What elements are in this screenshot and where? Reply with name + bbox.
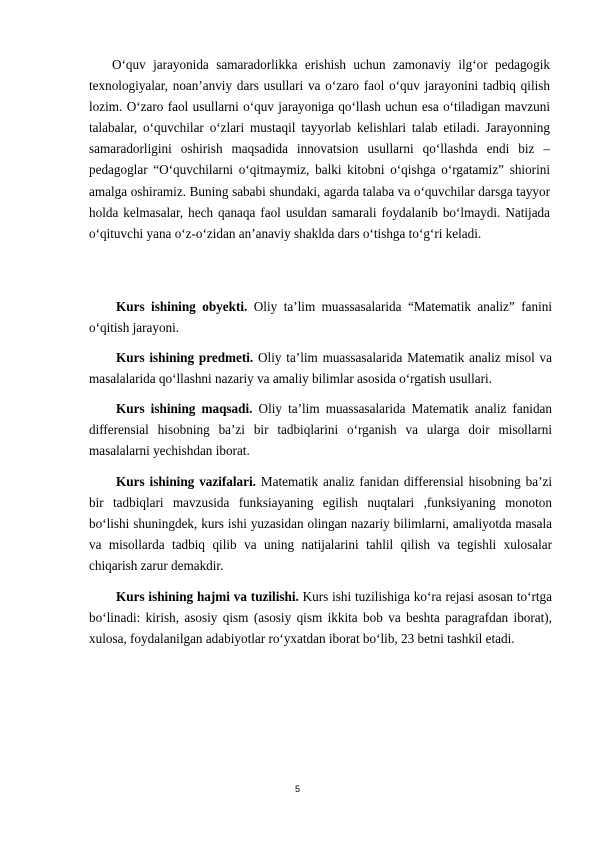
section-object-paragraph [89, 296, 552, 338]
section-goal-text: Oliy ta’lim muassasalarida Matematik analiz fanidan differensial hisobning ba’zi bir tadbiqlarini o‘rganish va ularga doir misollarni masalalarni yechishdan iborat. [89, 401, 553, 459]
section-tasks-paragraph [89, 471, 552, 576]
section-goal-heading: Kurs ishining maqsadi. [116, 401, 253, 416]
section-tasks-text: Matematik analiz fanidan differensial hisobning ba’zi bir tadbiqlari mavzusida funksiayaning egilish nuqtalari ,funksiyaning monoton bo‘lishi shuningdek, kurs ishi yuzasidan olingan nazariy bilimlarni, amaliyotda masala va misollarda tadbiq qilib va uning natijalarini tahlil qilish va tegishli xulosalar chiqarish zarur demakdir. [89, 474, 553, 574]
section-structure-text: Kurs ishi tuzilishiga ko‘ra rejasi asosan to‘rtga bo‘linadi: kirish, asosiy qism (asosiy qism ikkita bob va beshta paragrafdan iborat), xulosa, foydalanilgan adabiyotlar ro‘yxatdan iborat bo‘lib, 23 betni tashkil etadi. [89, 589, 553, 647]
section-object-heading: Kurs ishining obyekti. [116, 299, 248, 314]
intro-paragraph: O‘quv jarayonida samaradorlikka erishish uchun zamonaviy ilg‘or pedagogik texnologiyalar, noan’anviy dars usullari va o‘zaro faol o‘quv jarayonini tadbiq qilish lozim. O‘zaro faol usullarni o‘quv jarayoniga qo‘llash uchun esa o‘tiladigan mavzuni talabalar, o‘quvchilar o‘zlari mustaqil tayyorlab kelishlari talab etiladi. Jarayonning samaradorligini oshirish maqsadida innovatsion usullarni qo‘llashda endi biz – pedagoglar “O‘quvchilarni o‘qitmaymiz, balki kitobni o‘qishga o‘rgatamiz” shiorini amalga oshiramiz. Buning sababi shundaki, agarda talaba va o‘quvchilar darsga tayyor holda kelmasalar, hech qanaqa faol usuldan samarali foydalanib bo‘lmaydi. Natijada o‘qituvchi yana o‘z-o‘zidan an’anaviy shaklda dars o‘tishga to‘g‘ri keladi. [89, 57, 550, 241]
page-number: 5 [294, 784, 300, 794]
section-object-text: Oliy ta’lim muassasalarida “Matematik analiz” fanini o‘qitish jarayoni. [89, 299, 553, 336]
section-subject-text: Oliy ta’lim muassasalarida Matematik analiz misol va masalalarida qo‘llashni nazariy va amaliy bilimlar asosida o‘rgatish usullari. [89, 350, 552, 387]
section-structure-paragraph [89, 586, 552, 649]
section-subject-heading: Kurs ishining predmeti. [116, 350, 254, 365]
section-structure-heading: Kurs ishining hajmi va tuzilishi. [116, 589, 299, 604]
section-tasks-heading: Kurs ishining vazifalari. [116, 474, 256, 489]
section-subject-paragraph [89, 347, 552, 389]
section-goal-paragraph [89, 398, 552, 461]
